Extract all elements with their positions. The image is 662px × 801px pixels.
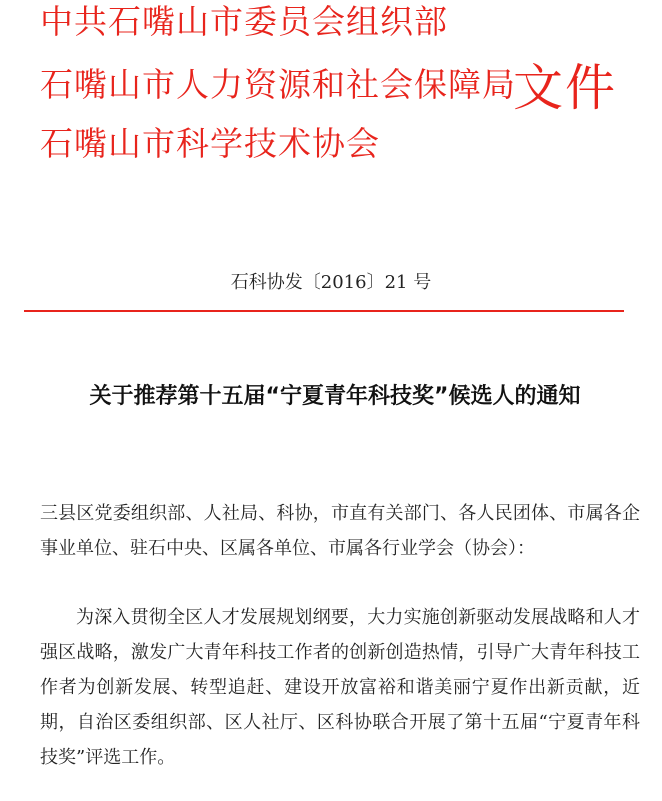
notice-title: 关于推荐第十五届“宁夏青年科技奖”候选人的通知: [89, 384, 581, 409]
red-divider-line: [24, 310, 624, 312]
body-paragraph: 为深入贯彻全区人才发展规划纲要，大力实施创新驱动发展战略和人才强区战略，激发广大青年科技工作者的创新创造热情，引导广大青年科技工作者为创新发展、转型追赶、建设开放富裕和谐美丽宁夏作出新贡献，近期，自治区委组织部、区人社厅、区科协联合开展了第十五届“宁夏青年科技奖”评选工作。: [40, 607, 640, 768]
document-number: 石科协发〔2016〕21 号: [230, 272, 432, 293]
issuing-org-organization-dept: 中共石嘴山市委员会组织部: [40, 2, 448, 41]
issuing-org-science-association: 石嘴山市科学技术协会: [40, 124, 380, 163]
issuing-org-hr-bureau: 石嘴山市人力资源和社会保障局: [40, 65, 516, 104]
document-type-label: 文件: [513, 59, 617, 117]
addressee-paragraph: 三县区党委组织部、人社局、科协，市直有关部门、各人民团体、市属各企事业单位、驻石中央、区属各单位、市属各行业学会（协会）：: [40, 503, 640, 559]
